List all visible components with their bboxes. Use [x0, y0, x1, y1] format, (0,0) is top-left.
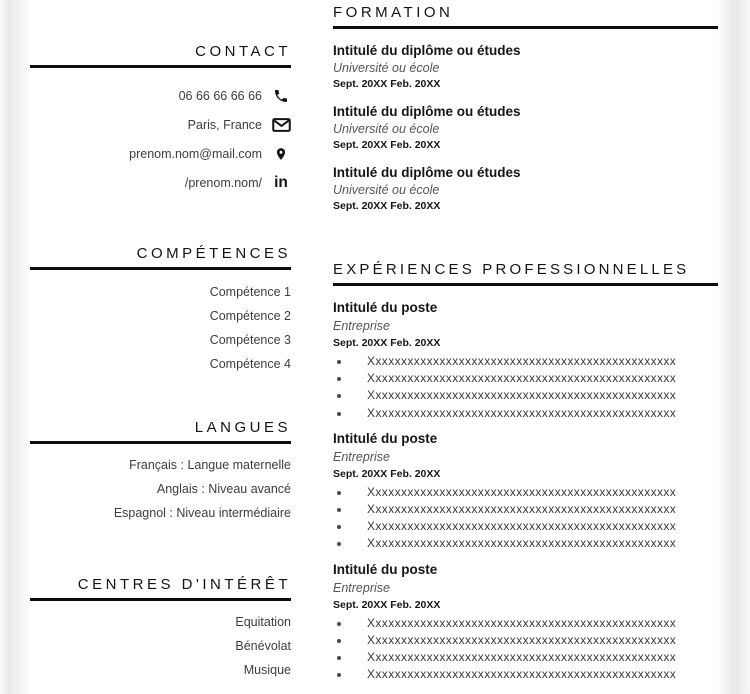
job-bullet: Xxxxxxxxxxxxxxxxxxxxxxxxxxxxxxxxxxxxxxxxxxxxxxxx [333, 632, 718, 649]
job-bullet: Xxxxxxxxxxxxxxxxxxxxxxxxxxxxxxxxxxxxxxxxxxxxxxxx [333, 666, 718, 683]
job-bullet-list [333, 484, 718, 553]
job-bullet: Xxxxxxxxxxxxxxxxxxxxxxxxxxxxxxxxxxxxxxxxxxxxxxxx [333, 387, 718, 404]
contact-list [30, 81, 291, 197]
envelope-icon [271, 118, 291, 132]
competence-item: Compétence 1 [209, 285, 291, 299]
job-bullet: Xxxxxxxxxxxxxxxxxxxxxxxxxxxxxxxxxxxxxxxxxxxxxxxx [333, 484, 718, 501]
contact-row-email [30, 139, 291, 168]
date-range: Sept. 20XX Feb. 20XX [333, 467, 441, 480]
company-name: Entreprise [333, 580, 390, 595]
degree-title: Intitulé du diplôme ou études [333, 43, 521, 58]
page-left-edge-shadow [0, 0, 30, 694]
job-bullet: Xxxxxxxxxxxxxxxxxxxxxxxxxxxxxxxxxxxxxxxxxxxxxxxx [333, 649, 718, 666]
school-name: Université ou école [333, 61, 440, 75]
interet-item: Musique [243, 663, 291, 677]
langue-item: Français : Langue maternelle [129, 458, 291, 472]
competences-section-heading: COMPÉTENCES [30, 246, 291, 270]
job-title: Intitulé du poste [333, 561, 438, 577]
formation-entry [333, 42, 718, 90]
job-bullet: Xxxxxxxxxxxxxxxxxxxxxxxxxxxxxxxxxxxxxxxxxxxxxxxx [333, 405, 718, 422]
interet-item: Equitation [235, 615, 291, 629]
contact-section-heading: CONTACT [30, 44, 291, 68]
langues-section-heading: LANGUES [30, 420, 291, 444]
langue-item: Anglais : Niveau avancé [156, 482, 291, 496]
linkedin-icon: in [274, 173, 288, 191]
degree-title: Intitulé du diplôme ou études [333, 104, 521, 119]
date-range: Sept. 20XX Feb. 20XX [333, 78, 441, 90]
interet-item: Bénévolat [235, 639, 291, 653]
company-name: Entreprise [333, 319, 390, 333]
sidebar [30, 0, 291, 682]
interets-list [30, 610, 291, 682]
job-bullet-list [333, 353, 718, 422]
job-bullet: Xxxxxxxxxxxxxxxxxxxxxxxxxxxxxxxxxxxxxxxxxxxxxxxx [333, 518, 718, 535]
experience-section-heading: EXPÉRIENCES PROFESSIONNELLES [333, 262, 718, 286]
location-pin-icon [271, 145, 291, 163]
competence-item: Compétence 3 [209, 333, 291, 347]
experience-entry [333, 299, 718, 422]
job-bullet: Xxxxxxxxxxxxxxxxxxxxxxxxxxxxxxxxxxxxxxxxxxxxxxxx [333, 501, 718, 518]
job-title: Intitulé du poste [333, 430, 438, 446]
date-range: Sept. 20XX Feb. 20XX [333, 337, 441, 349]
page-right-edge-shadow [717, 0, 750, 694]
degree-title: Intitulé du diplôme ou études [333, 165, 521, 180]
date-range: Sept. 20XX Feb. 20XX [333, 598, 441, 611]
job-bullet-list [333, 615, 718, 684]
school-name: Université ou école [333, 183, 440, 197]
langues-list [30, 453, 291, 525]
job-bullet: Xxxxxxxxxxxxxxxxxxxxxxxxxxxxxxxxxxxxxxxxxxxxxxxx [333, 353, 718, 370]
competences-list [30, 280, 291, 376]
job-title: Intitulé du poste [333, 300, 438, 315]
date-range: Sept. 20XX Feb. 20XX [333, 200, 441, 212]
langue-item: Espagnol : Niveau intermédiaire [113, 506, 291, 520]
company-name: Entreprise [333, 449, 390, 464]
formation-entry [333, 164, 718, 212]
experience-entry [333, 561, 718, 684]
experience-entry [333, 430, 718, 553]
job-bullet: Xxxxxxxxxxxxxxxxxxxxxxxxxxxxxxxxxxxxxxxxxxxxxxxx [333, 615, 718, 632]
date-range: Sept. 20XX Feb. 20XX [333, 139, 441, 151]
linkedin-text: /prenom.nom/ [184, 175, 262, 190]
job-bullet: Xxxxxxxxxxxxxxxxxxxxxxxxxxxxxxxxxxxxxxxxxxxxxxxx [333, 535, 718, 552]
contact-row-location [30, 110, 291, 139]
competence-item: Compétence 4 [209, 357, 291, 371]
contact-row-phone [30, 81, 291, 110]
competence-item: Compétence 2 [209, 309, 291, 323]
email-text: prenom.nom@mail.com [129, 146, 262, 161]
formation-section-heading: FORMATION [333, 5, 718, 29]
location-text: Paris, France [187, 117, 262, 132]
job-bullet: Xxxxxxxxxxxxxxxxxxxxxxxxxxxxxxxxxxxxxxxxxxxxxxxx [333, 370, 718, 387]
school-name: Université ou école [333, 122, 440, 136]
phone-icon [271, 88, 291, 104]
contact-row-linkedin [30, 168, 291, 197]
phone-number: 06 66 66 66 66 [178, 88, 262, 103]
interets-section-heading: CENTRES D'INTÉRÊT [30, 577, 291, 601]
main-column [333, 0, 718, 683]
formation-entry [333, 103, 718, 151]
